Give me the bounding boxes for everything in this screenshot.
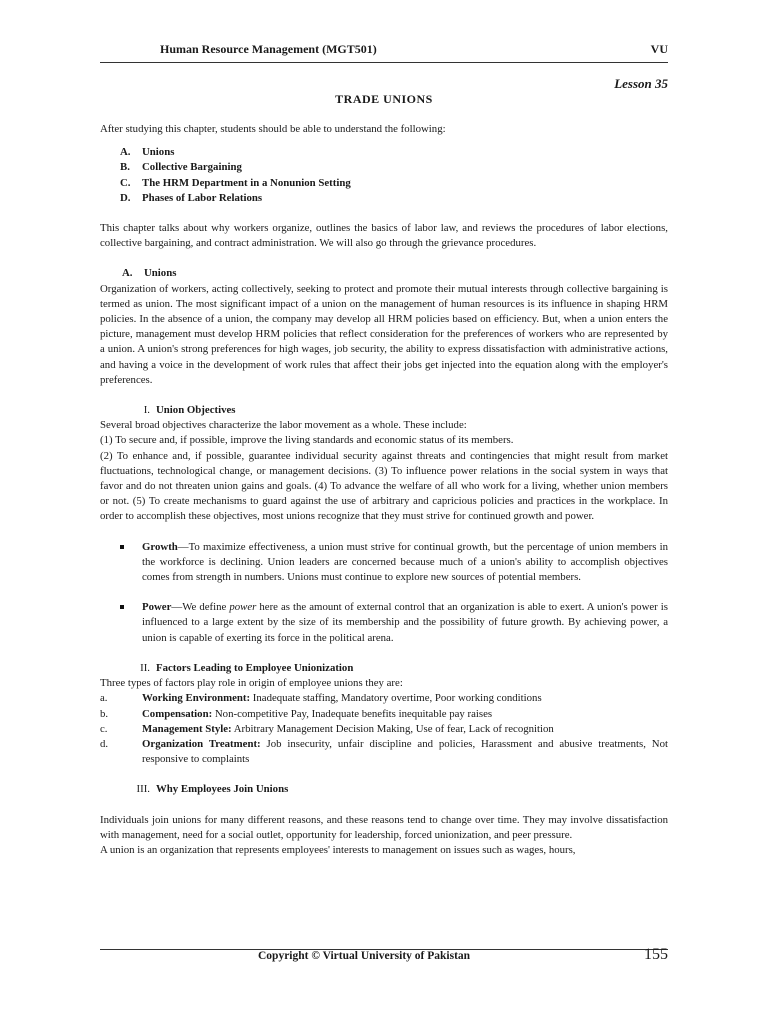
factor-text: Arbitrary Management Decision Making, Use of fear, Lack of recognition <box>231 722 554 735</box>
why-join-tail: A union is an organization that represents employees' interests to management on issues such as wages, hours, <box>100 843 576 856</box>
subsection-factors <box>132 661 668 676</box>
alpha-marker: d. <box>100 737 109 750</box>
factor-item <box>100 722 668 737</box>
why-join-body: Individuals join unions for many different reasons, and these reasons tend to change over time. They may involve dissatisfaction with management, need for a social outlet, opportunity for leadership, forced unionization, and peer pressure. <box>100 813 668 841</box>
bullet-term: Growth <box>142 540 178 553</box>
outline-marker: D. <box>120 191 131 204</box>
chapter-summary: This chapter talks about why workers organize, outlines the basics of labor law, and reviews the procedures of labor elections, collective bargaining, and contract administration. We will also go through the grievance procedures. <box>100 222 668 250</box>
subsection-title: Union Objectives <box>156 404 236 417</box>
intro-paragraph: After studying this chapter, students should be able to understand the following: <box>100 123 446 135</box>
factor-item <box>100 707 668 722</box>
lesson-number: Lesson 35 <box>614 76 668 91</box>
bullet-text: —We define <box>171 601 230 614</box>
main-content <box>100 122 668 858</box>
section-a-body: Organization of workers, acting collectively, seeking to protect and promote their mutual interests through collective bargaining is termed as union. The most significant impact of a union on the management of human resources is its influence in shaping HRM policies. In the absence of a union, the company may develop all HRM policies based on efficiency. But, when a union enters the picture, management must develop HRM policies that reflect consideration for the preferences of workers who are represented by a union. A union's strong preferences for high wages, job security, the ability to express dissatisfaction with administrative actions, and having a voice in the development of work rules that affect their jobs get injected into the equation along with the employer's preferences. <box>100 282 668 386</box>
section-title: Unions <box>144 267 177 280</box>
chapter-outline <box>120 145 668 206</box>
square-bullet-icon <box>120 545 124 549</box>
outline-item <box>120 145 668 160</box>
outline-marker: C. <box>120 176 131 189</box>
factor-term: Management Style: <box>142 722 232 735</box>
subsection-why-join <box>132 782 668 797</box>
subsection-title: Why Employees Join Unions <box>156 783 289 796</box>
factor-term: Compensation: <box>142 707 213 720</box>
outline-marker: B. <box>120 161 130 174</box>
section-marker: A. <box>122 267 133 280</box>
chapter-title: TRADE UNIONS <box>335 92 433 106</box>
outline-text: Unions <box>142 146 175 159</box>
header-rule <box>100 62 668 63</box>
outline-item <box>120 176 668 191</box>
square-bullet-icon <box>120 605 124 609</box>
institution-abbrev: VU <box>650 42 668 56</box>
factor-term: Organization Treatment: <box>142 737 261 750</box>
bullet-growth <box>100 540 668 586</box>
bullet-power <box>100 600 668 646</box>
outline-marker: A. <box>120 146 131 159</box>
factor-term: Working Environment: <box>142 692 251 705</box>
subsection-title: Factors Leading to Employee Unionization <box>156 661 354 674</box>
subsection-union-objectives <box>132 403 668 418</box>
alpha-marker: a. <box>100 692 108 705</box>
objectives-lead: Several broad objectives characterize the labor movement as a whole. These include: <box>100 419 467 432</box>
roman-marker: I. <box>143 404 150 417</box>
bullet-term: Power <box>142 601 172 614</box>
factor-text: Job insecurity, unfair discipline and policies, Harassment and abusive treatments, Not responsive to complaints <box>142 737 668 766</box>
outline-item <box>120 160 668 175</box>
objectives-line-1: (1) To secure and, if possible, improve the living standards and economic status of its members. <box>100 434 514 447</box>
alpha-marker: c. <box>100 722 108 735</box>
outline-text: Phases of Labor Relations <box>142 191 263 204</box>
outline-item <box>120 191 668 206</box>
bullet-text: here as the amount of external control that an organization is able to exert. A union's power is influenced to a large extent by the size of its membership and the possibility of future growth. By achieving power, a union is capable of exerting its force in the political arena. <box>142 601 668 644</box>
factor-text: Non-competitive Pay, Inadequate benefits inequitable pay raises <box>212 707 493 720</box>
roman-marker: III. <box>136 783 150 796</box>
factor-item <box>100 737 668 767</box>
bullet-emphasis: power <box>229 601 257 614</box>
roman-marker: II. <box>140 661 150 674</box>
section-a-heading <box>122 266 668 281</box>
course-title: Human Resource Management (MGT501) <box>160 42 377 56</box>
objectives-body: (2) To enhance and, if possible, guarantee individual security against threats and contingencies that might result from market fluctuations, technological change, or management decisions. (3) To influence power relations in the social system in ways that favor and do not threaten union gains and goals. (4) To advance the welfare of all who work for a living, whether union members or not. (5) To create mechanisms to guard against the use of arbitrary and capricious policies and practices in the workplace. In order to accomplish these objectives, most unions recognize that they must strive for continued growth and power. <box>100 449 668 523</box>
factor-text: Inadequate staffing, Mandatory overtime, Poor working conditions <box>250 692 542 705</box>
factor-item <box>100 691 668 706</box>
alpha-marker: b. <box>100 707 109 720</box>
outline-text: Collective Bargaining <box>142 161 242 174</box>
page-number: 155 <box>644 946 668 963</box>
copyright-notice: Copyright © Virtual University of Pakistan <box>258 950 471 962</box>
outline-text: The HRM Department in a Nonunion Setting <box>142 176 351 189</box>
bullet-text: —To maximize effectiveness, a union must strive for continual growth, but the percentage of union members in the workforce is declining. Union leaders are concerned because much of a union's ability to accomplish objectives comes from strength in numbers. Unions must continue to explore new sources of potential members. <box>142 540 668 584</box>
factors-lead: Three types of factors play role in origin of employee unions they are: <box>100 677 403 690</box>
